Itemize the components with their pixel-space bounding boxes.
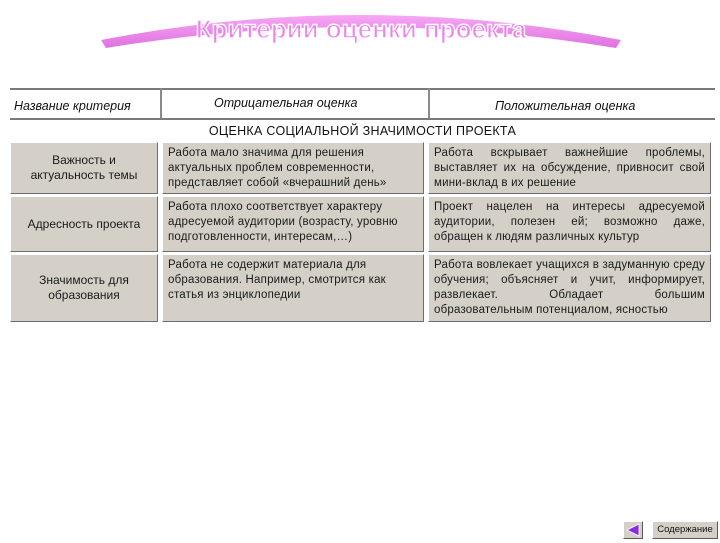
title-text: Критерии оценки проекта bbox=[195, 14, 527, 44]
header-positive: Положительная оценка bbox=[495, 99, 636, 113]
criterion-cell: Значимость для образования bbox=[10, 254, 158, 322]
back-arrow-icon bbox=[624, 522, 642, 538]
positive-cell: Работа вскрывает важнейшие проблемы, выставляет их на обсуждение, привносит свой мини-вклад в их решение bbox=[428, 142, 711, 194]
negative-cell: Работа мало значима для решения актуальных проблем современности, представляет собой «вчерашний день» bbox=[162, 142, 424, 194]
table-row bbox=[10, 142, 715, 194]
table-row bbox=[10, 196, 715, 252]
back-button[interactable] bbox=[623, 521, 643, 539]
header-negative: Отрицательная оценка bbox=[214, 96, 358, 110]
criterion-cell: Важность и актуальность темы bbox=[10, 142, 158, 194]
negative-cell: Работа плохо соответствует характеру адресуемой аудитории (возрасту, уровню подготовленности, интересам,…) bbox=[162, 196, 424, 252]
header-bottom-line bbox=[10, 118, 715, 120]
title-banner bbox=[96, 4, 626, 56]
negative-cell: Работа не содержит материала для образования. Например, смотрится как статья из энциклопедии bbox=[162, 254, 424, 322]
header-top-line bbox=[10, 88, 715, 90]
header-criterion: Название критерия bbox=[14, 99, 131, 113]
criterion-cell: Адресность проекта bbox=[10, 196, 158, 252]
header-separator bbox=[428, 88, 430, 118]
positive-cell: Проект нацелен на интересы адресуемой аудитории, полезен ей; возможно даже, обращен к людям различных культур bbox=[428, 196, 711, 252]
contents-button[interactable]: Содержание bbox=[652, 521, 718, 539]
table-row bbox=[10, 254, 715, 322]
section-title: ОЦЕНКА СОЦИАЛЬНОЙ ЗНАЧИМОСТИ ПРОЕКТА bbox=[208, 124, 517, 138]
header-separator bbox=[160, 88, 162, 118]
positive-cell: Работа вовлекает учащихся в задуманную среду обучения; объясняет и учит, информирует, развлекает. Обладает большим образовательным потенциалом, ясностью bbox=[428, 254, 711, 322]
title-banner-svg bbox=[96, 4, 626, 56]
